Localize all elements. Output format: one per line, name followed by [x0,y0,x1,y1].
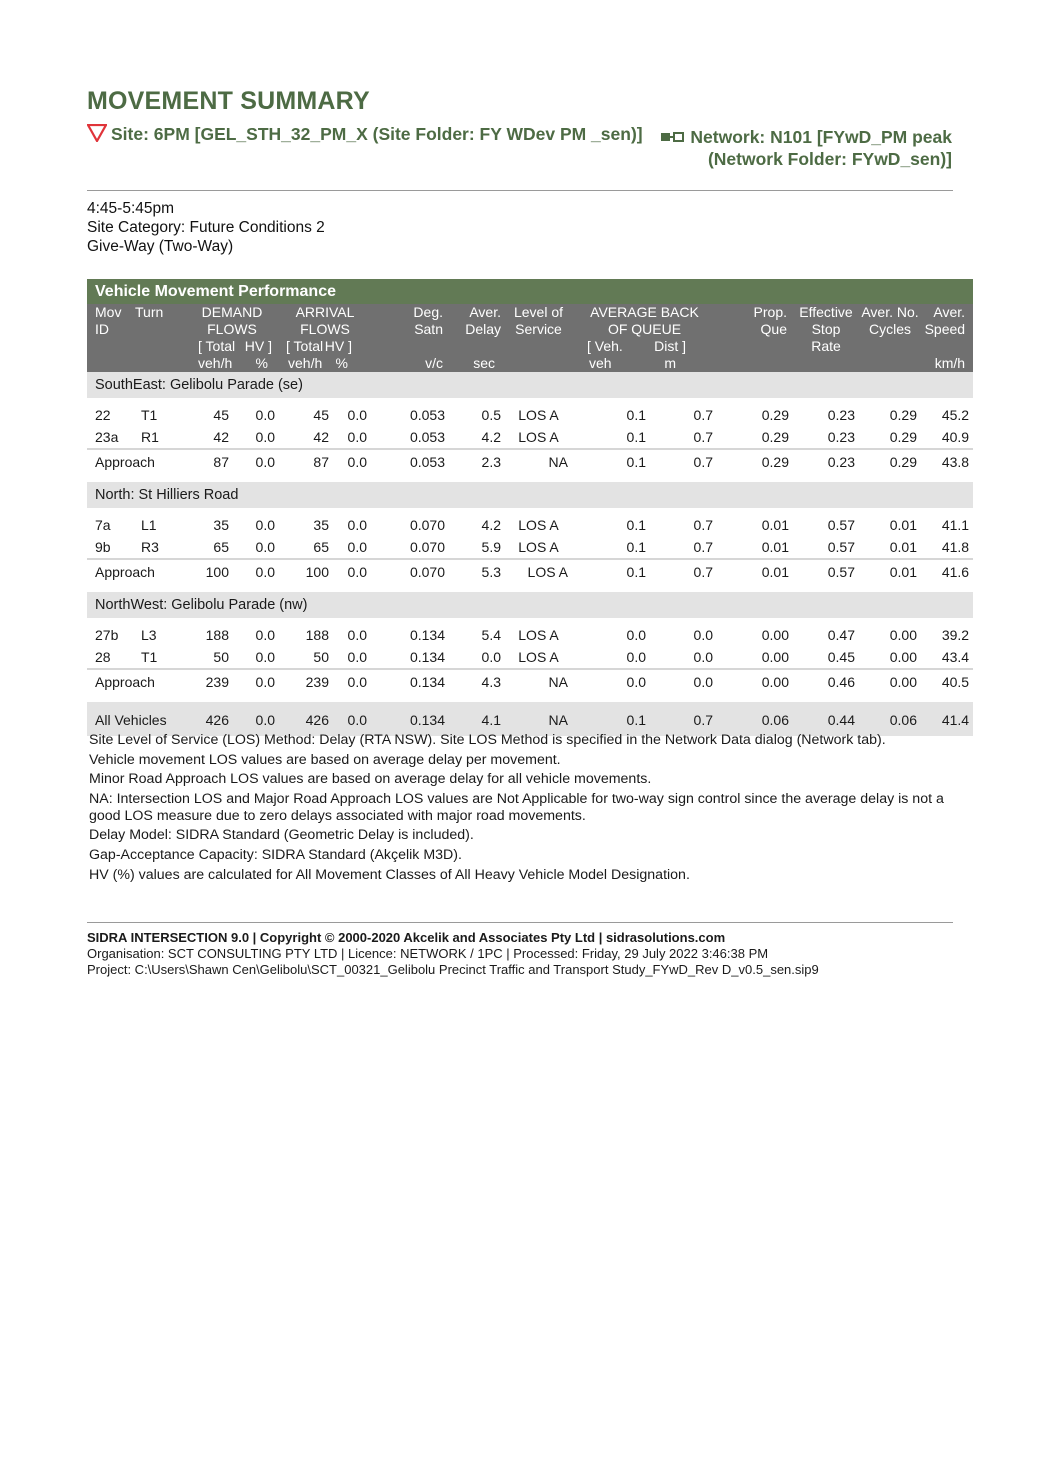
table-cell: 0.57 [827,517,855,533]
table-cell: 0.0 [255,649,275,665]
table-cell: R3 [141,539,159,555]
table-cell: 0.134 [371,669,449,694]
header-aver: Aver. [469,304,501,320]
table-cell: All Vehicles [87,702,185,736]
approach-row [87,559,973,584]
table-cell: 0.1 [626,407,646,423]
table-cell: 0.45 [827,649,855,665]
table-cell: 0.29 [761,429,789,445]
table-cell: 65 [213,539,229,555]
table-cell: 0.0 [347,539,367,555]
table-cell: 0.44 [793,702,859,736]
table-cell: 28 [95,649,111,665]
table-cell: 0.0 [626,649,646,665]
row-gap [87,694,973,702]
table-cell: 0.00 [717,669,793,694]
table-cell: 0.01 [761,517,789,533]
note: NA: Intersection LOS and Major Road Approach LOS values are Not Applicable for two-way sign control since the average delay is not a good LOS measure due to zero delays associated with major road movements. [89,790,944,824]
approach-name: NorthWest: Gelibolu Parade (nw) [87,592,973,618]
header-arrival-total: [ Total [286,338,324,354]
header-deg: Deg. [413,304,443,320]
table-cell: 45.2 [941,407,970,423]
table-cell: 43.8 [921,449,973,474]
unit-arrival-hv: % [335,355,348,371]
table-cell: 0.00 [889,649,917,665]
table-cell: R1 [141,429,159,445]
header-queue-dist: Dist ] [654,338,686,354]
table-cell: 45 [313,407,329,423]
table-cell: 0.0 [255,539,275,555]
table-cell: 5.9 [481,539,501,555]
table-cell: 0.0 [233,669,279,694]
table-cell: 0.0 [693,649,713,665]
table-body [87,372,973,736]
header-demand-hv: HV ] [244,338,272,354]
table-cell: 0.7 [650,449,717,474]
table-cell: 0.00 [889,627,917,643]
table-cell: 35 [213,517,229,533]
table-cell: 0.5 [481,407,501,423]
table-cell: LOS A [518,517,559,533]
header-aver-speed: Aver. [933,304,966,320]
network-icon [660,126,684,148]
approach-name: SouthEast: Gelibolu Parade (se) [87,372,973,398]
table-cell: 87 [279,449,333,474]
header-delay: Delay [465,321,501,337]
table-cell: 4.2 [481,429,501,445]
table-cell: 0.00 [761,649,789,665]
table-cell: 2.3 [449,449,505,474]
header-effective: Effective [799,304,853,320]
table-cell: 5.4 [481,627,501,643]
header-prop: Prop. [753,304,787,320]
control-type: Give-Way (Two-Way) [87,238,234,255]
note: HV (%) values are calculated for All Movement Classes of All Heavy Vehicle Model Designation. [89,866,690,883]
table-cell: 40.5 [921,669,973,694]
table-cell: 0.070 [409,539,445,555]
table-cell: 0.57 [827,539,855,555]
header-queue-veh: [ Veh. [587,338,623,354]
header-speed: Speed [924,321,966,337]
note: Delay Model: SIDRA Standard (Geometric Delay is included). [89,827,474,844]
table-cell: 188 [205,627,229,643]
table-cell: 0.29 [859,449,921,474]
table-cell: T1 [141,649,158,665]
table-cell: 0.0 [481,649,501,665]
table-cell: 0.1 [572,702,650,736]
note: Gap-Acceptance Capacity: SIDRA Standard (Akçelik M3D). [89,846,462,863]
table-cell: 0.134 [409,627,445,643]
table-cell: LOS A [518,539,559,555]
table-cell: 50 [313,649,329,665]
table-cell: L3 [141,627,157,643]
table-cell: LOS A [518,649,559,665]
all-vehicles-row [87,702,973,736]
note: Site Level of Service (LOS) Method: Delay (RTA NSW). Site LOS Method is specified in the Network Data dialog (Network tab). [89,732,886,748]
table-cell: LOS A [505,559,572,584]
table-cell: 0.1 [572,559,650,584]
header-cycles: Cycles [868,321,911,337]
note: Vehicle movement LOS values are based on average delay per movement. [89,751,561,768]
approach-group-header [87,592,973,618]
table-cell: 0.00 [859,669,921,694]
table-cell: 0.0 [255,429,275,445]
footer-divider [87,922,953,923]
site-meta [87,199,325,256]
table-cell: 0.0 [347,407,367,423]
header-demand-total: [ Total [198,338,236,354]
table-cell: 0.0 [693,627,713,643]
table-cell: 4.1 [449,702,505,736]
table-cell: 0.29 [889,407,917,423]
table-cell: 239 [279,669,333,694]
table-cell: 4.3 [449,669,505,694]
table-cell: 0.0 [233,559,279,584]
table-cell: 0.0 [333,669,371,694]
note: Minor Road Approach LOS values are based on average delay for all vehicle movements. [89,771,652,788]
table-cell: 0.134 [409,649,445,665]
table-cell: 41.6 [921,559,973,584]
table-cell: 0.29 [761,407,789,423]
table-title: Vehicle Movement Performance [87,279,973,304]
table-cell: 41.4 [921,702,973,736]
network-title-text: Network: N101 [FYwD_PM peak (Network Folder: FYwD_sen)] [690,127,952,169]
table-cell: 0.01 [889,517,917,533]
table-cell: 0.0 [333,702,371,736]
table-row [87,624,973,646]
approach-row [87,449,973,474]
table-cell: 100 [185,559,233,584]
table-row [87,426,973,449]
header-que: Que [760,321,787,337]
unit-deg: v/c [425,355,443,371]
table-cell: 0.06 [717,702,793,736]
table-cell: 0.0 [347,627,367,643]
table-header-row [87,304,973,372]
table-cell: 22 [95,407,111,423]
approach-group-header [87,372,973,398]
table-cell: 39.2 [941,627,970,643]
table-cell: 0.1 [572,449,650,474]
table-cell: 0.1 [626,517,646,533]
unit-queue-veh: veh [589,355,612,371]
table-cell: 0.29 [889,429,917,445]
approach-row [87,669,973,694]
table-cell: NA [505,449,572,474]
table-cell: 426 [185,702,233,736]
table-cell: 0.053 [371,449,449,474]
table-cell: 45 [213,407,229,423]
table-cell: 0.01 [859,559,921,584]
header-demand: DEMAND [201,304,263,320]
table-cell: T1 [141,407,158,423]
unit-demand-total: veh/h [198,355,233,371]
table-cell: 0.23 [827,407,855,423]
table-cell: 0.7 [693,517,713,533]
table-cell: 0.0 [255,407,275,423]
header-level-of: Level of [513,304,564,320]
table-cell: 239 [185,669,233,694]
table-cell: NA [505,669,572,694]
table-cell: 0.06 [859,702,921,736]
table-cell: 43.4 [941,649,970,665]
table-cell: 0.134 [371,702,449,736]
table-row [87,646,973,669]
footer [87,930,819,977]
header-average-back: AVERAGE BACK [590,304,699,320]
header-arrival: ARRIVAL [295,304,355,320]
table-cell: 0.053 [409,407,445,423]
table-cell: 5.3 [449,559,505,584]
header-demand-flows: FLOWS [207,321,257,337]
header-id: ID [95,321,109,337]
table-cell: 0.57 [793,559,859,584]
table-cell: 0.00 [761,627,789,643]
table-cell: 50 [213,649,229,665]
header-stop: Stop [811,321,841,337]
table-cell: Approach [87,559,185,584]
table-cell: 0.070 [371,559,449,584]
table-cell: 27b [95,627,119,643]
table-cell: 0.46 [793,669,859,694]
table-cell: 0.0 [255,517,275,533]
table-cell: 0.7 [693,429,713,445]
unit-delay: sec [473,355,495,371]
table-cell: 23a [95,429,119,445]
table-cell: Approach [87,449,185,474]
table-cell: 40.9 [941,429,970,445]
table-cell: 0.01 [761,539,789,555]
unit-arrival-total: veh/h [288,355,323,371]
header-of-queue: OF QUEUE [607,321,682,337]
table-cell: 0.1 [626,539,646,555]
table-cell: 0.29 [717,449,793,474]
movement-table-container [87,279,970,736]
table-cell: 0.01 [717,559,793,584]
unit-demand-hv: % [255,355,268,371]
table-cell: 0.0 [626,627,646,643]
table-cell: 188 [305,627,329,643]
table-row [87,404,973,426]
table-cell: L1 [141,517,157,533]
site-category: Site Category: Future Conditions 2 [87,219,325,236]
table-cell: 87 [185,449,233,474]
table-cell: 0.7 [693,539,713,555]
table-cell: 42 [313,429,329,445]
table-cell: LOS A [518,627,559,643]
table-cell: 7a [95,517,111,533]
table-cell: 0.1 [626,429,646,445]
table-row [87,536,973,559]
table-cell: 0.053 [409,429,445,445]
header-satn: Satn [414,321,443,337]
table-cell: 0.7 [650,702,717,736]
header-arrival-hv: HV ] [324,338,352,354]
table-cell: 0.0 [347,517,367,533]
table-cell: Approach [87,669,185,694]
table-cell: 0.070 [409,517,445,533]
page-title: MOVEMENT SUMMARY [87,87,370,115]
header-arrival-flows: FLOWS [300,321,350,337]
table-cell: NA [505,702,572,736]
site-title [87,123,647,147]
footer-copyright: SIDRA INTERSECTION 9.0 | Copyright © 2000-2020 Akcelik and Associates Pty Ltd | sidrasolutions.com [87,930,726,945]
table-cell: 9b [95,539,111,555]
table-cell: 100 [279,559,333,584]
table-cell: 0.0 [255,627,275,643]
table-cell: 0.0 [233,702,279,736]
time-period: 4:45-5:45pm [87,200,175,217]
table-cell: 0.23 [793,449,859,474]
table-cell: 0.47 [827,627,855,643]
header-turn: Turn [135,304,164,320]
table-cell: 4.2 [481,517,501,533]
notes [89,732,955,886]
table-cell: 0.0 [347,649,367,665]
site-title-text: Site: 6PM [GEL_STH_32_PM_X (Site Folder: FY WDev PM _sen)] [111,124,643,144]
row-gap [87,584,973,592]
header-divider [87,190,953,191]
approach-group-header [87,482,973,508]
table-cell: LOS A [518,429,559,445]
table-cell: 0.01 [889,539,917,555]
table-cell: 0.23 [827,429,855,445]
header-mov: Mov [95,304,122,320]
table-cell: 0.7 [650,559,717,584]
table-cell: 0.0 [572,669,650,694]
table-cell: 41.8 [941,539,970,555]
footer-organisation: Organisation: SCT CONSULTING PTY LTD | Licence: NETWORK / 1PC | Processed: Friday, 29 July 2022 3:46:38 PM [87,945,769,961]
table-cell: 426 [279,702,333,736]
table-cell: 0.7 [693,407,713,423]
unit-speed: km/h [934,355,966,371]
table-cell: 35 [313,517,329,533]
table-cell: 0.0 [347,429,367,445]
table-cell: 41.1 [941,517,970,533]
network-title [652,126,952,170]
footer-project: Project: C:\Users\Shawn Cen\Gelibolu\SCT_00321_Gelibolu Precinct Traffic and Transport Study_FYwD_Rev D_v0.5_sen.sip9 [87,961,819,977]
row-gap [87,474,973,482]
table-cell: 65 [313,539,329,555]
table-cell: 0.0 [233,449,279,474]
approach-name: North: St Hilliers Road [87,482,973,508]
movement-performance-table [87,279,973,736]
header-rate: Rate [811,338,841,354]
table-cell: 0.0 [650,669,717,694]
table-cell: LOS A [518,407,559,423]
header-service: Service [515,321,562,337]
header-aver-no: Aver. No. [861,304,919,320]
table-cell: 0.0 [333,559,371,584]
table-cell: 0.0 [333,449,371,474]
table-cell: 42 [213,429,229,445]
yield-sign-icon [87,124,107,147]
table-row [87,514,973,536]
unit-queue-dist: m [664,355,676,371]
